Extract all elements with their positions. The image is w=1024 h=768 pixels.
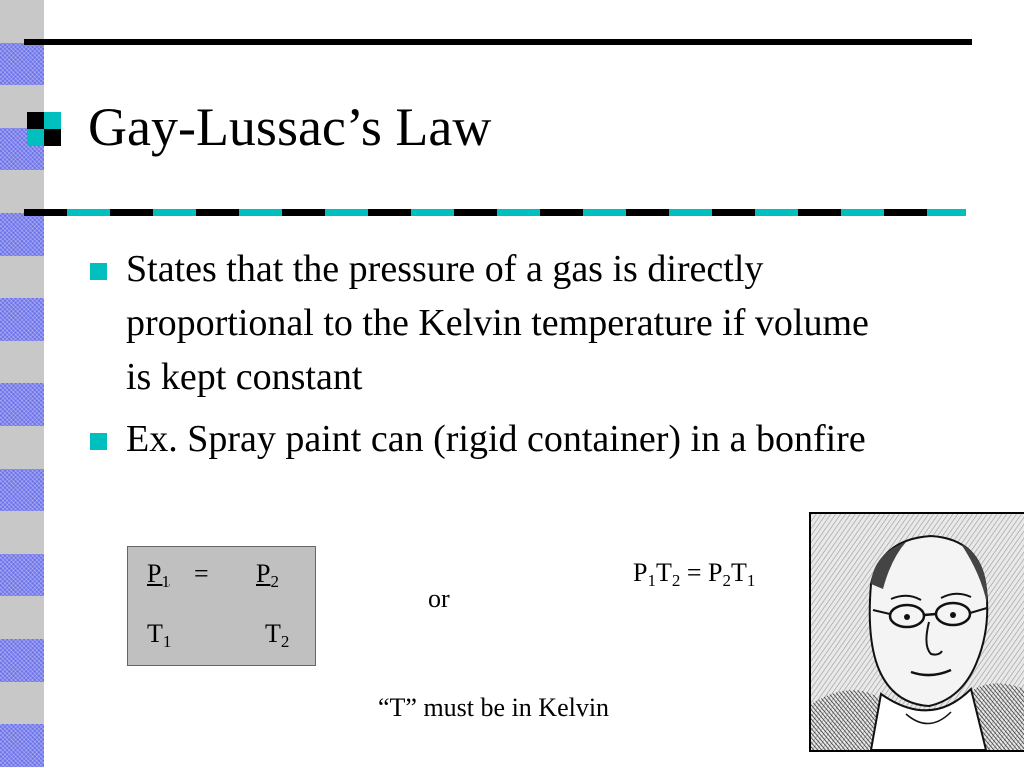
bullet-list [88,242,898,474]
top-rule [24,39,972,45]
teal-square-icon [90,263,107,280]
kelvin-note: “T” must be in Kelvin [378,693,610,722]
strip-segment [0,213,44,256]
portrait-image [809,512,1024,752]
teal-square-icon [90,433,107,450]
strip-segment [0,170,44,213]
bullet-text: States that the pressure of a gas is directly proportional to the Kelvin temperature if volume is kept constant [126,248,869,398]
checkered-square-icon [27,112,61,146]
strip-segment [0,43,44,86]
strip-segment [0,0,44,43]
strip-segment [0,383,44,426]
portrait-engraving [811,514,1024,750]
strip-segment [0,256,44,299]
or-label: or [428,584,450,613]
strip-segment [0,724,44,767]
slide-title: Gay-Lussac’s Law [88,97,492,157]
strip-segment [0,426,44,469]
dashed-title-rule [24,209,966,216]
strip-segment [0,511,44,554]
strip-segment [0,639,44,682]
strip-segment [0,682,44,725]
formula-box [127,546,316,666]
alt-formula: $P_1T_2 = P_2T_1$ [633,558,756,590]
strip-segment [0,298,44,341]
formula-t2: $T_2$ [265,619,290,651]
strip-segment [0,469,44,512]
strip-segment [0,596,44,639]
formula-equals: = [194,559,209,588]
bullet-item [88,242,898,404]
bullet-text: Ex. Spray paint can (rigid container) in a bonfire [126,418,866,460]
strip-segment [0,554,44,597]
formula-p2: $P_2$ [256,559,279,591]
formula-t1: $T_1$ [147,619,172,651]
strip-segment [0,341,44,384]
bullet-item [88,412,898,466]
formula-p1: $P_1$ [147,559,170,591]
